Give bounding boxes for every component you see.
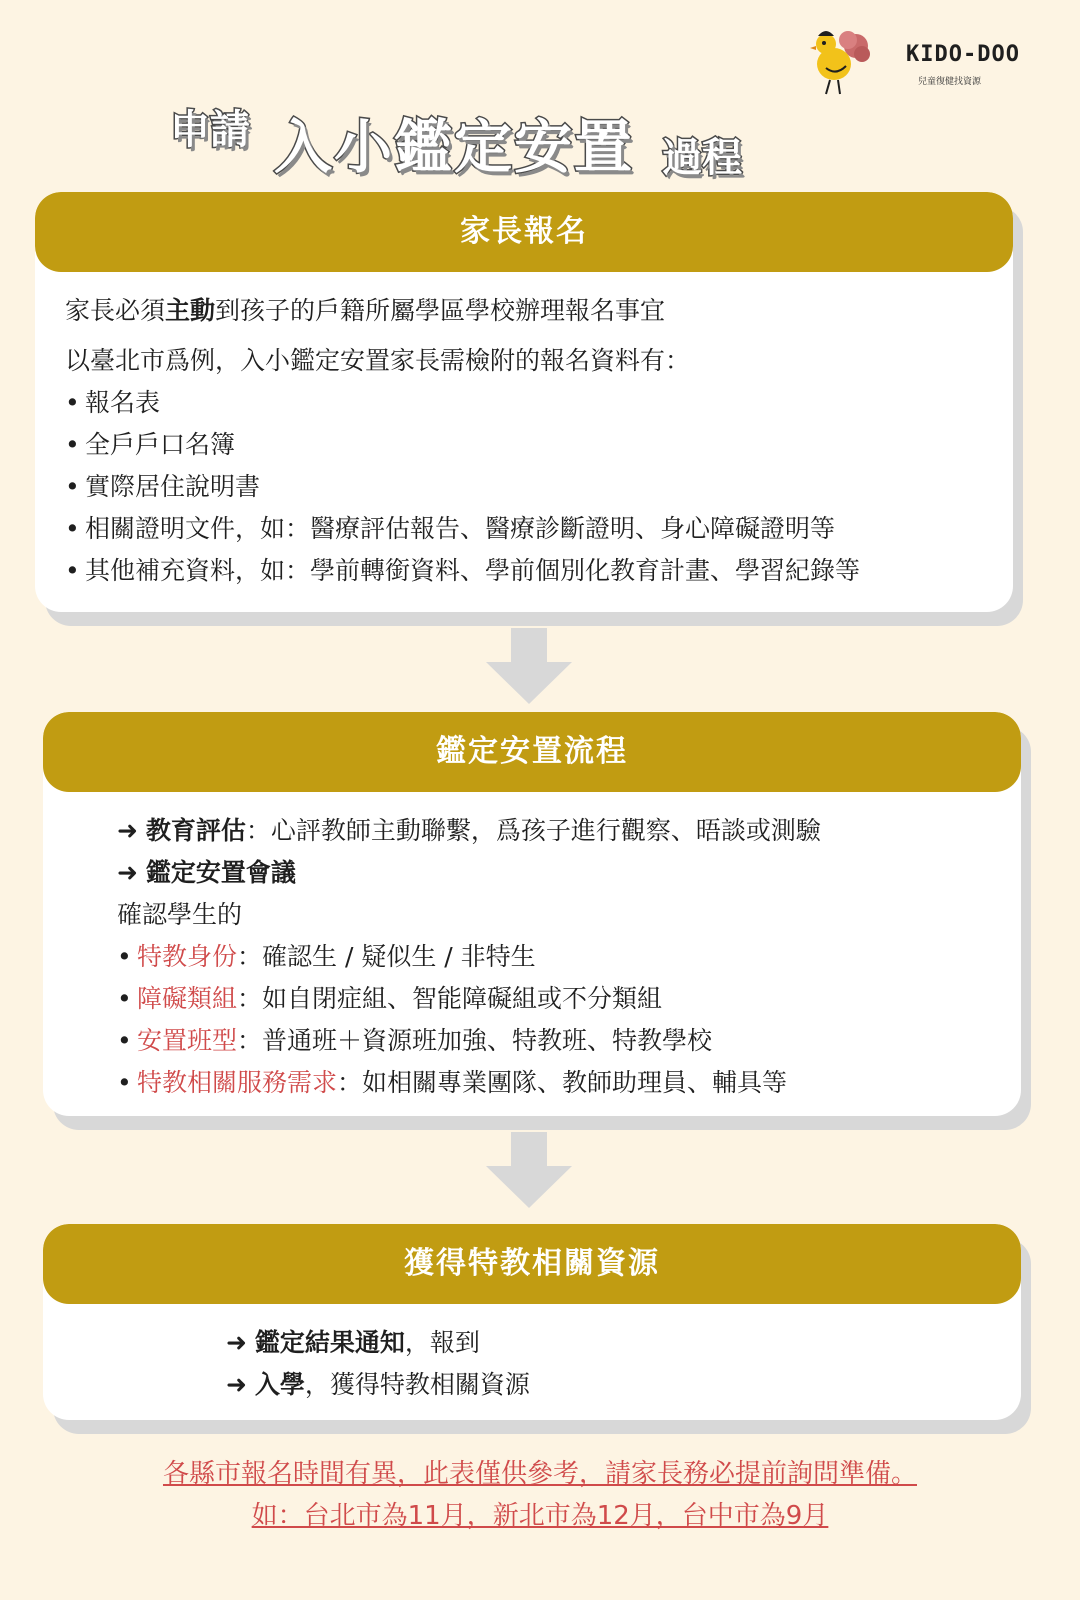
enrollment-text: ，獲得特教相關資源 bbox=[304, 1370, 530, 1399]
step-heading: 家長報名 bbox=[35, 192, 1013, 272]
chicken-mascot-icon bbox=[804, 24, 884, 104]
list-item-label: 安置班型 bbox=[137, 1026, 238, 1055]
list-item-text: ：普通班＋資源班加強、特教班、特教學校 bbox=[237, 1026, 713, 1055]
enrollment-item bbox=[226, 1364, 1021, 1406]
page-title bbox=[170, 78, 810, 181]
result-notice-label: 鑑定結果通知 bbox=[254, 1328, 405, 1357]
step-heading: 鑑定安置流程 bbox=[43, 712, 1021, 792]
result-notice-text: ，報到 bbox=[404, 1328, 480, 1357]
list-item-text: 其他補充資料，如：學前轉銜資料、學前個別化教育計畫、學習紀錄等 bbox=[85, 556, 861, 585]
list-item bbox=[117, 978, 1021, 1020]
right-arrow-icon: ➜ bbox=[226, 1370, 247, 1399]
down-arrow-icon bbox=[484, 628, 574, 706]
list-item bbox=[117, 1020, 1021, 1062]
bullet-icon: • bbox=[117, 1068, 132, 1097]
bullet-icon: • bbox=[117, 942, 132, 971]
down-arrow-icon bbox=[484, 1132, 574, 1210]
evaluation-label: 教育評估 bbox=[145, 816, 246, 845]
list-item bbox=[65, 424, 1013, 466]
meeting-item bbox=[117, 852, 1021, 894]
list-item-text: ：確認生 / 疑似生 / 非特生 bbox=[237, 942, 536, 971]
list-item-label: 特教相關服務需求 bbox=[137, 1068, 338, 1097]
right-arrow-icon: ➜ bbox=[117, 816, 138, 845]
step-heading: 獲得特教相關資源 bbox=[43, 1224, 1021, 1304]
list-item-text: ：如自閉症組、智能障礙組或不分類組 bbox=[237, 984, 663, 1013]
list-item-text: ：如相關專業團隊、教師助理員、輔具等 bbox=[337, 1068, 788, 1097]
right-arrow-icon: ➜ bbox=[117, 858, 138, 887]
bullet-icon: • bbox=[117, 984, 132, 1013]
registration-intro bbox=[65, 290, 1013, 332]
title-part-2: 入小鑑定安置 bbox=[274, 113, 635, 181]
bullet-icon: • bbox=[117, 1026, 132, 1055]
step-body bbox=[43, 1304, 1021, 1406]
list-item bbox=[117, 936, 1021, 978]
result-notice-item bbox=[226, 1322, 1021, 1364]
bullet-icon: • bbox=[65, 556, 80, 585]
list-item bbox=[65, 550, 1013, 592]
list-item-label: 特教身份 bbox=[137, 942, 238, 971]
list-item bbox=[65, 508, 1013, 550]
evaluation-text: ：心評教師主動聯繫，爲孩子進行觀察、晤談或測驗 bbox=[245, 816, 821, 845]
list-item-text: 全戶戶口名簿 bbox=[85, 430, 236, 459]
enrollment-label: 入學 bbox=[254, 1370, 305, 1399]
list-item bbox=[65, 382, 1013, 424]
title-part-3: 過程 bbox=[662, 135, 742, 181]
meeting-label: 鑑定安置會議 bbox=[145, 858, 296, 887]
step-body bbox=[35, 272, 1013, 592]
intro-text-rest: 到孩子的戶籍所屬學區學校辦理報名事宜 bbox=[215, 296, 666, 325]
step-body bbox=[43, 792, 1021, 1104]
brand-logo bbox=[818, 24, 1038, 104]
bullet-icon: • bbox=[65, 514, 80, 543]
list-item bbox=[117, 1062, 1021, 1104]
step-card-get-resources bbox=[43, 1224, 1021, 1420]
list-item-text: 報名表 bbox=[85, 388, 161, 417]
right-arrow-icon: ➜ bbox=[226, 1328, 247, 1357]
intro-text: 家長必須 bbox=[65, 296, 166, 325]
list-item-text: 實際居住說明書 bbox=[85, 472, 261, 501]
intro-emphasis: 主動 bbox=[165, 296, 216, 325]
footer-note-line-1: 各縣市報名時間有異，此表僅供參考，請家長務必提前詢問準備。 bbox=[162, 1459, 917, 1489]
step-card-assessment-process bbox=[43, 712, 1021, 1116]
list-item-label: 障礙類組 bbox=[137, 984, 238, 1013]
document-list-intro: 以臺北市爲例，入小鑑定安置家長需檢附的報名資料有： bbox=[65, 346, 691, 375]
title-part-1: 申請 bbox=[170, 107, 250, 153]
confirm-text: 確認學生的 bbox=[117, 900, 243, 929]
footer-note-line-2: 如：台北市為11月，新北市為12月，台中市為9月 bbox=[251, 1501, 829, 1531]
brand-name: KIDO-DOO bbox=[906, 42, 1020, 67]
bullet-icon: • bbox=[65, 388, 80, 417]
bullet-icon: • bbox=[65, 430, 80, 459]
brand-tagline: 兒童復健找資源 bbox=[918, 77, 982, 87]
list-item-text: 相關證明文件，如：醫療評估報告、醫療診斷證明、身心障礙證明等 bbox=[85, 514, 836, 543]
step-card-parent-registration bbox=[35, 192, 1013, 612]
bullet-icon: • bbox=[65, 472, 80, 501]
list-item bbox=[65, 466, 1013, 508]
evaluation-item bbox=[117, 810, 1021, 852]
